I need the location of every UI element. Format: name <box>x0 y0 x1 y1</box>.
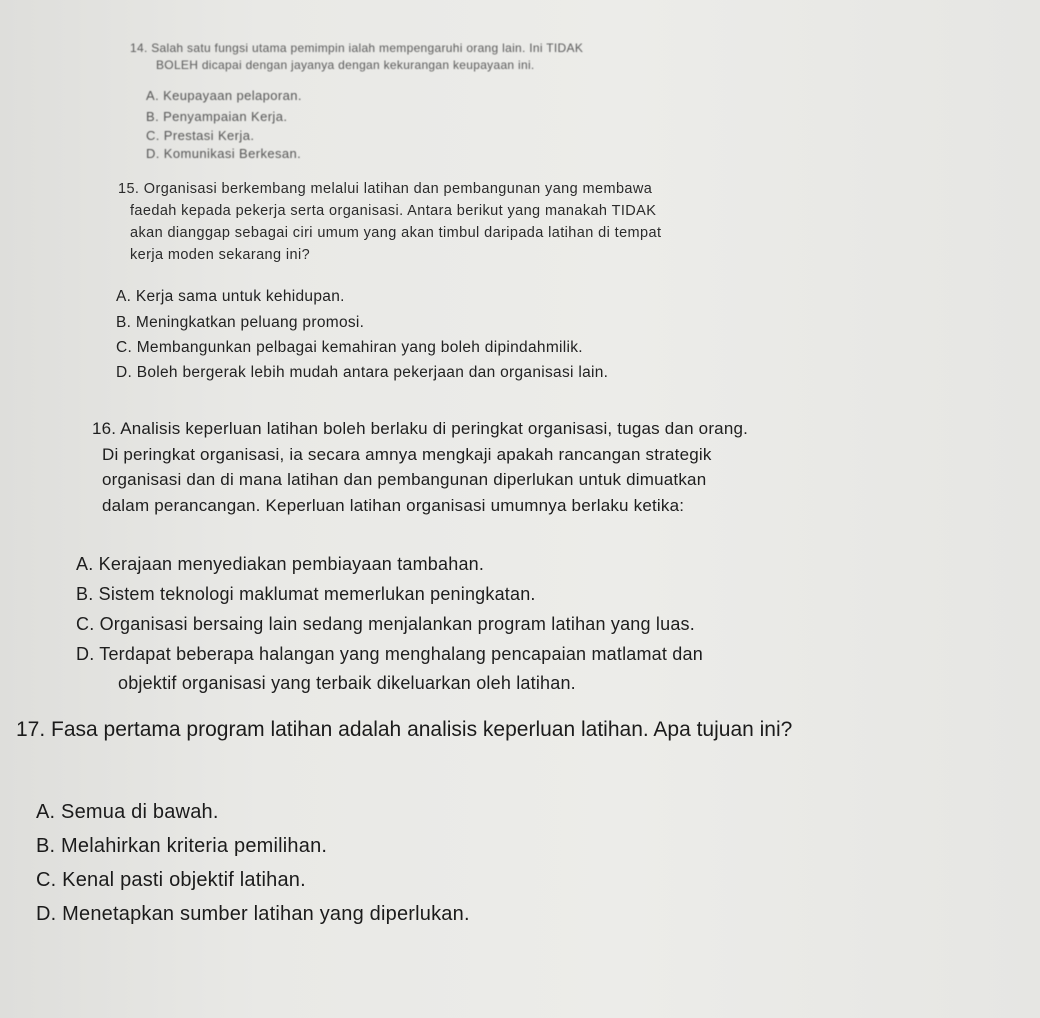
question-16 <box>92 416 748 518</box>
q16-option-c: C. Organisasi bersaing lain sedang menjalankan program latihan yang luas. <box>76 614 695 634</box>
q16-option-a: A. Kerajaan menyediakan pembiayaan tambahan. <box>76 554 485 574</box>
q17-option-a: A. Semua di bawah. <box>36 801 219 823</box>
question-14 <box>130 40 583 74</box>
q17-option-d: D. Menetapkan sumber latihan yang diperlukan. <box>36 903 470 925</box>
q15-option-b: B. Meningkatkan peluang promosi. <box>116 314 365 331</box>
question-15-line: akan dianggap sebagai ciri umum yang akan timbul daripada latihan di tempat <box>130 225 662 241</box>
q17-option-c: C. Kenal pasti objektif latihan. <box>36 869 306 891</box>
question-16-line: Di peringkat organisasi, ia secara amnya mengkaji apakah rancangan strategik <box>102 444 712 464</box>
q14-option-d: D. Komunikasi Berkesan. <box>146 146 302 161</box>
question-15-line: kerja moden sekarang ini? <box>130 247 311 263</box>
question-15-line: faedah kepada pekerja serta organisasi. Antara berikut yang manakah TIDAK <box>130 203 657 219</box>
q15-option-a: A. Kerja sama untuk kehidupan. <box>116 288 345 305</box>
question-14-line: 14. Salah satu fungsi utama pemimpin ialah mempengaruhi orang lain. Ini TIDAK <box>130 41 584 55</box>
question-16-line: organisasi dan di mana latihan dan pembangunan diperlukan untuk dimuatkan <box>102 470 707 489</box>
question-17: 17. Fasa pertama program latihan adalah analisis keperluan latihan. Apa tujuan ini? <box>16 718 793 741</box>
q14-option-a: A. Keupayaan pelaporan. <box>146 88 302 103</box>
q16-option-d: D. Terdapat beberapa halangan yang menghalang pencapaian matlamat dan <box>76 644 703 664</box>
question-16-line: dalam perancangan. Keperluan latihan organisasi umumnya berlaku ketika: <box>102 495 685 515</box>
question-15-line: 15. Organisasi berkembang melalui latihan dan pembangunan yang membawa <box>118 181 653 197</box>
q14-option-b: B. Penyampaian Kerja. <box>146 109 288 124</box>
q17-option-b: B. Melahirkan kriteria pemilihan. <box>36 835 328 857</box>
q16-option-b: B. Sistem teknologi maklumat memerlukan peningkatan. <box>76 584 536 604</box>
q15-option-c: C. Membangunkan pelbagai kemahiran yang boleh dipindahmilik. <box>116 339 583 356</box>
question-14-line: BOLEH dicapai dengan jayanya dengan kekurangan keupayaan ini. <box>156 58 535 72</box>
question-16-line: 16. Analisis keperluan latihan boleh berlaku di peringkat organisasi, tugas dan orang. <box>92 419 749 438</box>
q16-option-d-continued: objektif organisasi yang terbaik dikeluarkan oleh latihan. <box>118 673 576 693</box>
question-15 <box>118 178 661 266</box>
q14-option-c: C. Prestasi Kerja. <box>146 128 255 143</box>
q15-option-d: D. Boleh bergerak lebih mudah antara pekerjaan dan organisasi lain. <box>116 364 609 381</box>
